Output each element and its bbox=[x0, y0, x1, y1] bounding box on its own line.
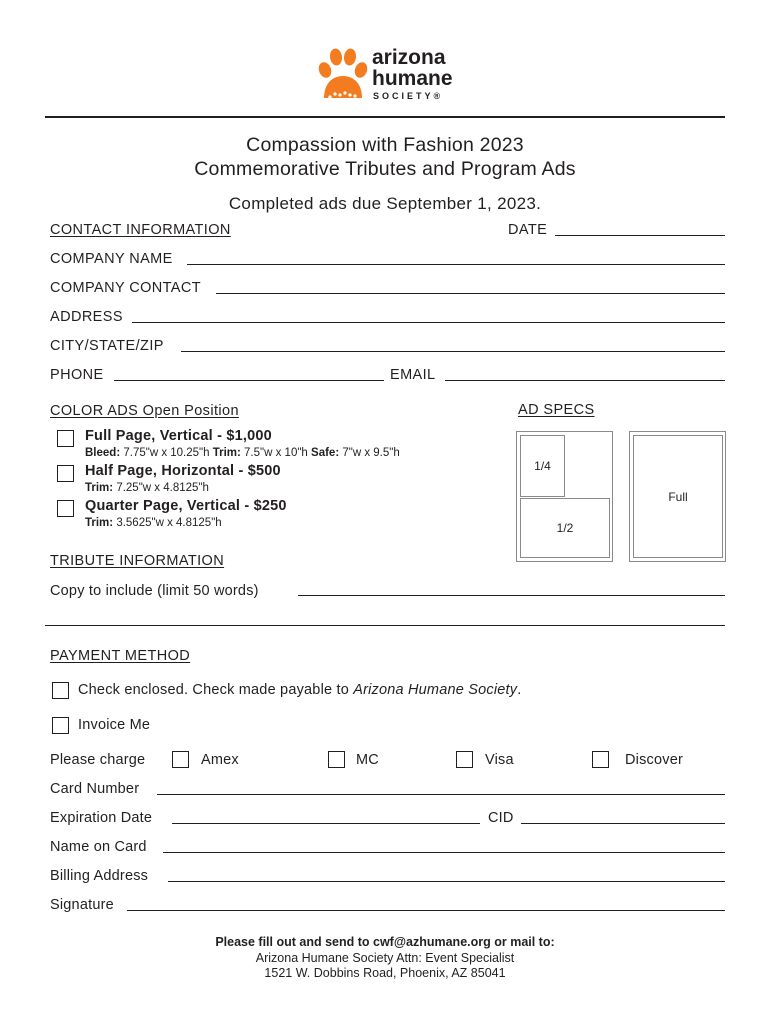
check-enclosed-label bbox=[78, 682, 521, 698]
full-safe-value: 7"w x 9.5"h bbox=[339, 447, 400, 459]
visa-checkbox[interactable] bbox=[456, 751, 473, 768]
address-label: ADDRESS bbox=[50, 309, 123, 325]
mc-label: MC bbox=[356, 752, 379, 768]
spec-quarter-box: 1/4 bbox=[520, 435, 565, 497]
full-page-checkbox[interactable] bbox=[57, 430, 74, 447]
cid-field[interactable] bbox=[521, 823, 725, 824]
paw-icon bbox=[316, 48, 368, 102]
section-divider bbox=[45, 625, 725, 626]
full-safe-key: Safe: bbox=[311, 447, 340, 459]
address-field[interactable] bbox=[132, 322, 725, 323]
quarter-page-specs bbox=[85, 517, 222, 529]
full-bleed-key: Bleed: bbox=[85, 447, 121, 459]
spec-full-box: Full bbox=[633, 435, 723, 558]
company-name-field[interactable] bbox=[187, 264, 725, 265]
color-ads-header: COLOR ADS Open Position bbox=[50, 403, 239, 419]
full-page-specs bbox=[85, 447, 400, 459]
contact-header: CONTACT INFORMATION bbox=[50, 222, 231, 238]
due-date-note: Completed ads due September 1, 2023. bbox=[228, 194, 542, 213]
half-page-specs bbox=[85, 482, 209, 494]
quarter-trim-key: Trim: bbox=[85, 517, 114, 529]
visa-label: Visa bbox=[485, 752, 514, 768]
check-enclosed-checkbox[interactable] bbox=[52, 682, 69, 699]
check-suffix: . bbox=[517, 682, 522, 698]
footer-attn: Arizona Humane Society Attn: Event Specialist bbox=[255, 951, 515, 965]
billing-address-field[interactable] bbox=[168, 881, 725, 882]
spec-half-box: 1/2 bbox=[520, 498, 610, 558]
full-trim-key: Trim: bbox=[212, 447, 241, 459]
card-number-label: Card Number bbox=[50, 781, 140, 797]
discover-label: Discover bbox=[625, 752, 683, 768]
header-divider bbox=[45, 116, 725, 118]
check-prefix: Check enclosed. Check made payable to bbox=[78, 682, 354, 698]
tribute-copy-label: Copy to include (limit 50 words) bbox=[50, 583, 259, 599]
tribute-copy-field[interactable] bbox=[298, 595, 725, 596]
logo bbox=[316, 46, 466, 104]
date-label: DATE bbox=[508, 222, 548, 238]
amex-checkbox[interactable] bbox=[172, 751, 189, 768]
ad-specs-header: AD SPECS bbox=[518, 402, 595, 418]
expiration-label: Expiration Date bbox=[50, 810, 153, 826]
city-state-zip-field[interactable] bbox=[181, 351, 725, 352]
quarter-page-checkbox[interactable] bbox=[57, 500, 74, 517]
email-label: EMAIL bbox=[390, 367, 436, 383]
invoice-label: Invoice Me bbox=[78, 717, 151, 733]
discover-checkbox[interactable] bbox=[592, 751, 609, 768]
half-page-label: Half Page, Horizontal - $500 bbox=[85, 463, 281, 479]
date-field[interactable] bbox=[555, 235, 725, 236]
company-contact-field[interactable] bbox=[216, 293, 725, 294]
tribute-header: TRIBUTE INFORMATION bbox=[50, 553, 225, 569]
full-trim-value: 7.5"w x 10"h bbox=[240, 447, 312, 459]
city-state-zip-label: CITY/STATE/ZIP bbox=[50, 338, 164, 354]
quarter-trim-value: 3.5625"w x 4.8125"h bbox=[113, 517, 222, 529]
footer-address: 1521 W. Dobbins Road, Phoenix, AZ 85041 bbox=[264, 966, 506, 980]
company-contact-label: COMPANY CONTACT bbox=[50, 280, 202, 296]
full-bleed-value: 7.75"w x 10.25"h bbox=[120, 447, 213, 459]
email-field[interactable] bbox=[445, 380, 725, 381]
logo-line-2: humane bbox=[372, 67, 453, 90]
invoice-checkbox[interactable] bbox=[52, 717, 69, 734]
company-name-label: COMPANY NAME bbox=[50, 251, 173, 267]
signature-field[interactable] bbox=[127, 910, 725, 911]
name-on-card-field[interactable] bbox=[163, 852, 725, 853]
half-page-checkbox[interactable] bbox=[57, 465, 74, 482]
name-on-card-label: Name on Card bbox=[50, 839, 147, 855]
card-number-field[interactable] bbox=[157, 794, 725, 795]
phone-label: PHONE bbox=[50, 367, 104, 383]
logo-line-1: arizona bbox=[372, 46, 446, 69]
footer-instructions: Please fill out and send to cwf@azhumane.org or mail to: bbox=[215, 935, 555, 949]
cid-label: CID bbox=[488, 810, 514, 826]
amex-label: Amex bbox=[201, 752, 239, 768]
mc-checkbox[interactable] bbox=[328, 751, 345, 768]
billing-address-label: Billing Address bbox=[50, 868, 149, 884]
please-charge-label: Please charge bbox=[50, 752, 146, 768]
title-line-2: Commemorative Tributes and Program Ads bbox=[194, 158, 576, 180]
logo-line-3: SOCIETY® bbox=[373, 91, 444, 101]
half-trim-key: Trim: bbox=[85, 482, 114, 494]
check-payee: Arizona Humane Society bbox=[353, 682, 518, 698]
quarter-page-label: Quarter Page, Vertical - $250 bbox=[85, 498, 287, 514]
full-page-label: Full Page, Vertical - $1,000 bbox=[85, 428, 272, 444]
payment-header: PAYMENT METHOD bbox=[50, 648, 191, 664]
expiration-field[interactable] bbox=[172, 823, 480, 824]
title-line-1: Compassion with Fashion 2023 bbox=[246, 134, 524, 156]
signature-label: Signature bbox=[50, 897, 114, 913]
phone-field[interactable] bbox=[114, 380, 384, 381]
half-trim-value: 7.25"w x 4.8125"h bbox=[113, 482, 209, 494]
